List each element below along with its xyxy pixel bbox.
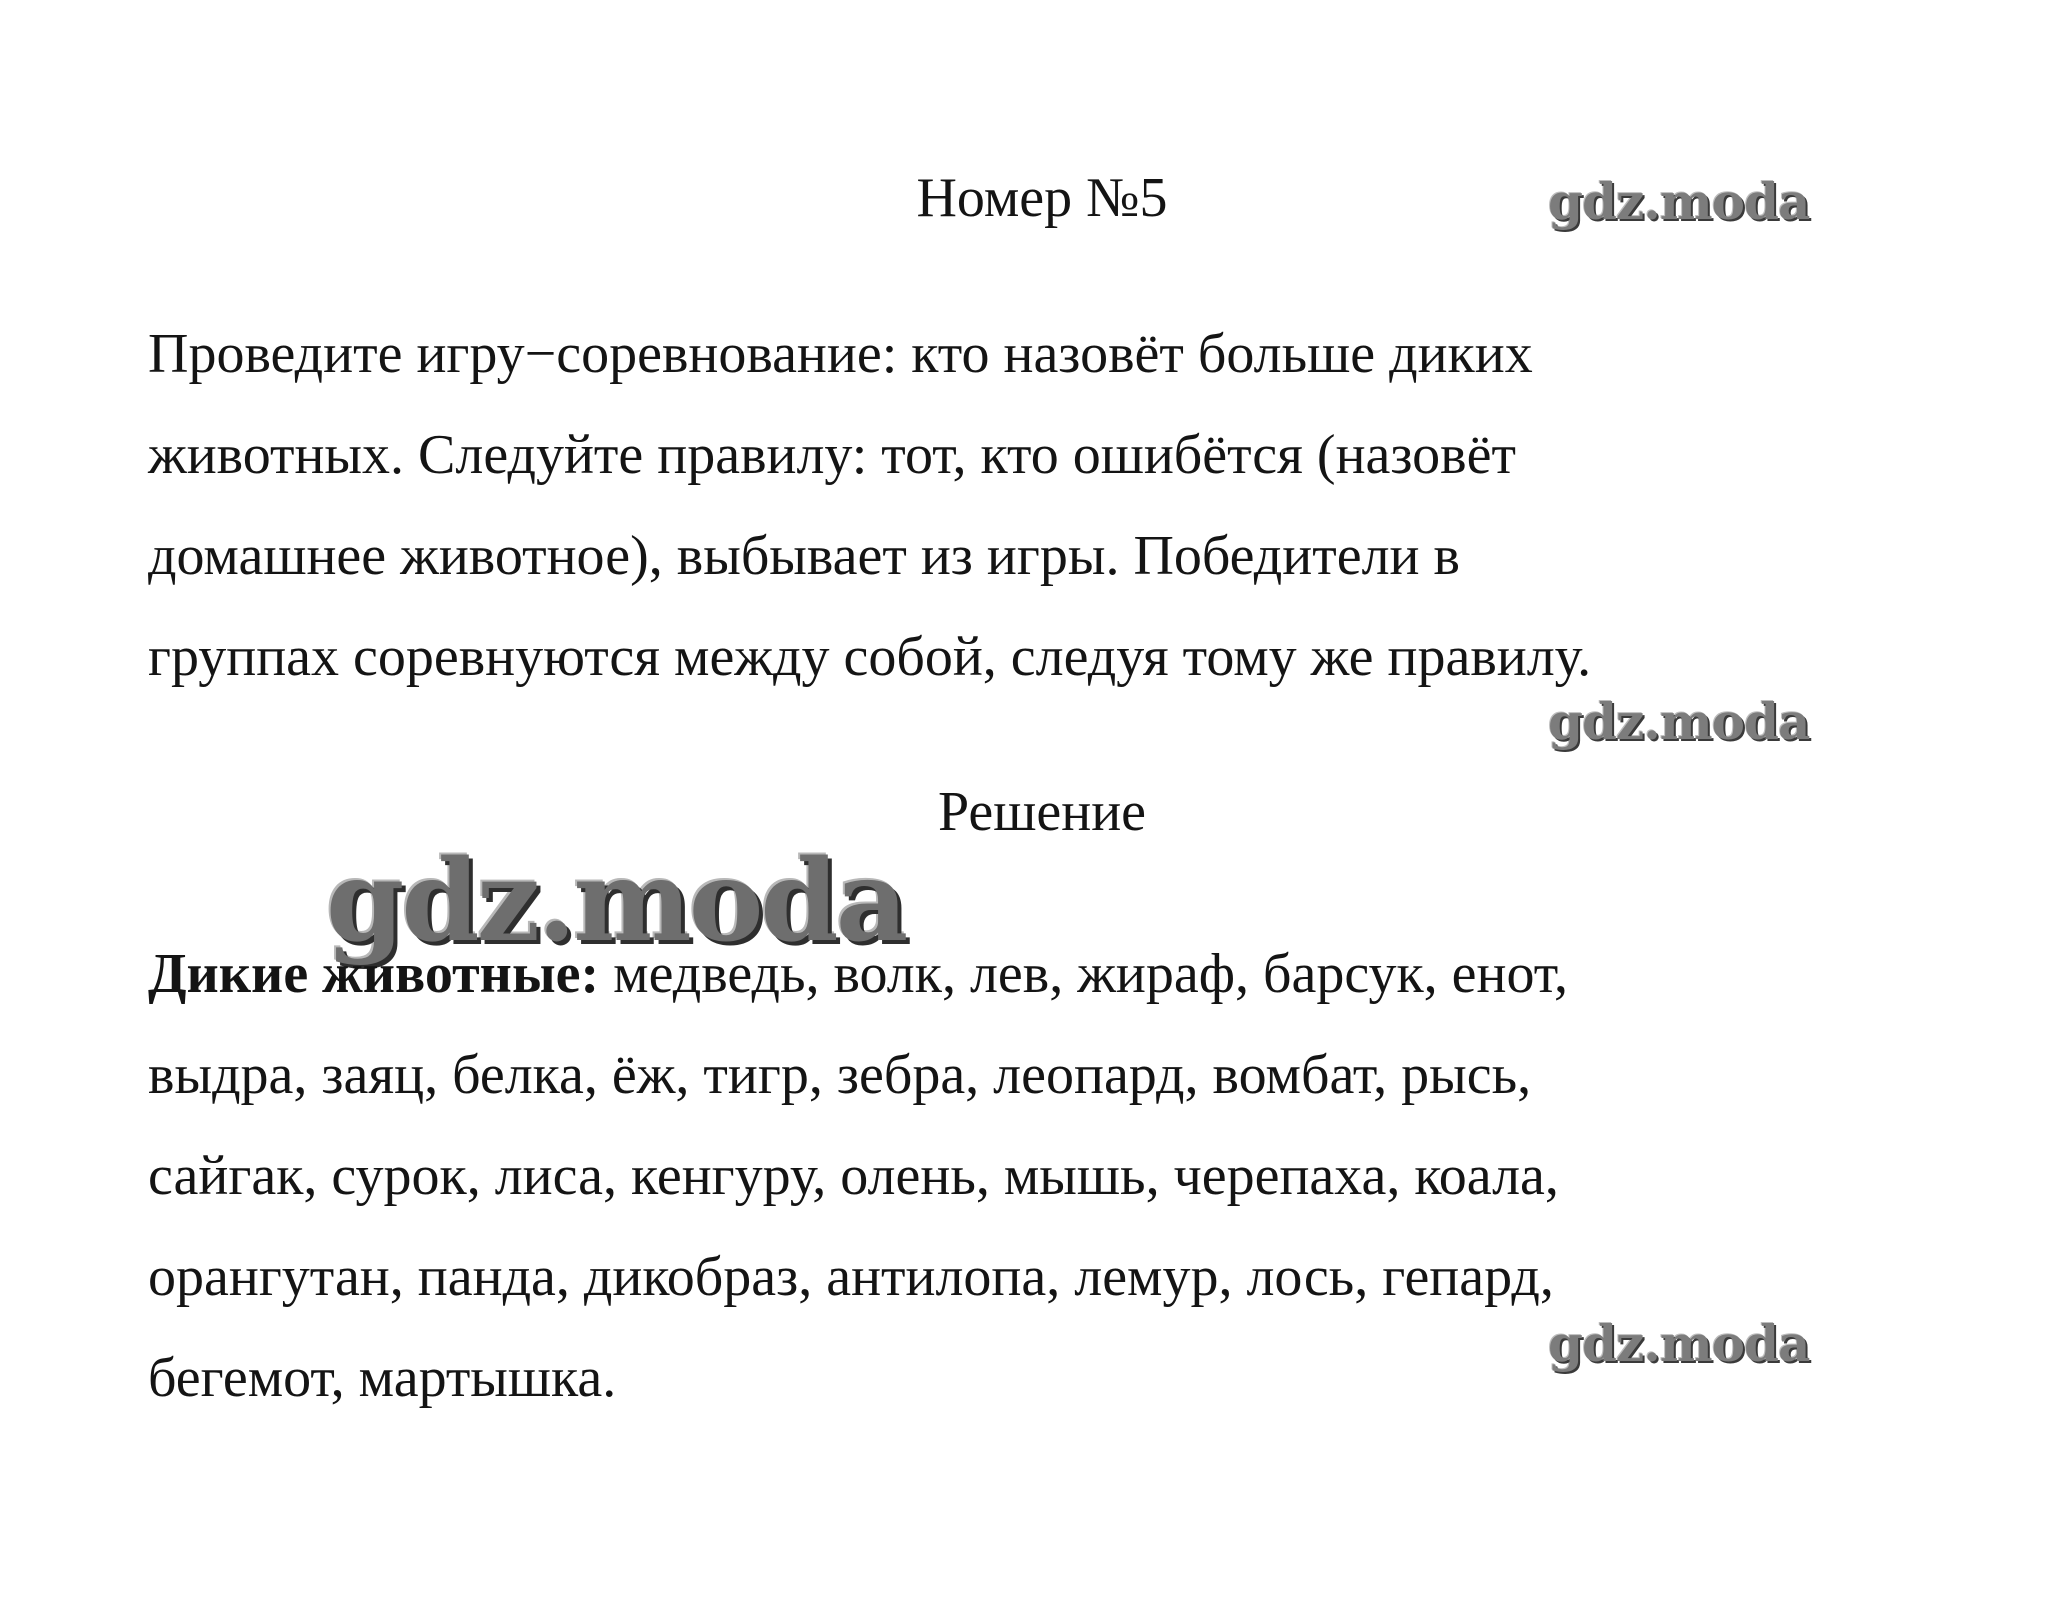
watermark-logo: gdz.moda	[1548, 692, 1810, 751]
solution-heading: Решение	[937, 781, 1147, 843]
task-line: домашнее животное), выбывает из игры. Победители в	[148, 525, 1460, 587]
watermark-logo: gdz.moda	[1548, 172, 1810, 231]
task-text	[148, 304, 1948, 708]
task-line: группах соревнуются между собой, следуя тому же правилу.	[148, 626, 1592, 688]
solution-line: бегемот, мартышка.	[148, 1347, 617, 1409]
solution-line-text: медведь, волк, лев, жираф, барсук, енот,	[599, 943, 1569, 1005]
watermark-logo: gdz.moda	[1548, 1314, 1810, 1373]
task-line: Проведите игру−соревнование: кто назовёт больше диких	[148, 323, 1533, 385]
solution-label: Дикие животные:	[148, 943, 600, 1005]
task-number: Номер №5	[916, 167, 1168, 229]
solution-line: выдра, заяц, белка, ёж, тигр, зебра, леопард, вомбат, рысь,	[148, 1044, 1532, 1106]
watermark-logo-large: gdz.moda	[326, 836, 906, 967]
solution-line	[148, 924, 1948, 1025]
task-line: животных. Следуйте правилу: тот, кто ошибётся (назовёт	[148, 424, 1516, 486]
solution-line: сайгак, сурок, лиса, кенгуру, олень, мышь, черепаха, коала,	[148, 1145, 1559, 1207]
solution-line: орангутан, панда, дикобраз, антилопа, лемур, лось, гепард,	[148, 1246, 1554, 1308]
